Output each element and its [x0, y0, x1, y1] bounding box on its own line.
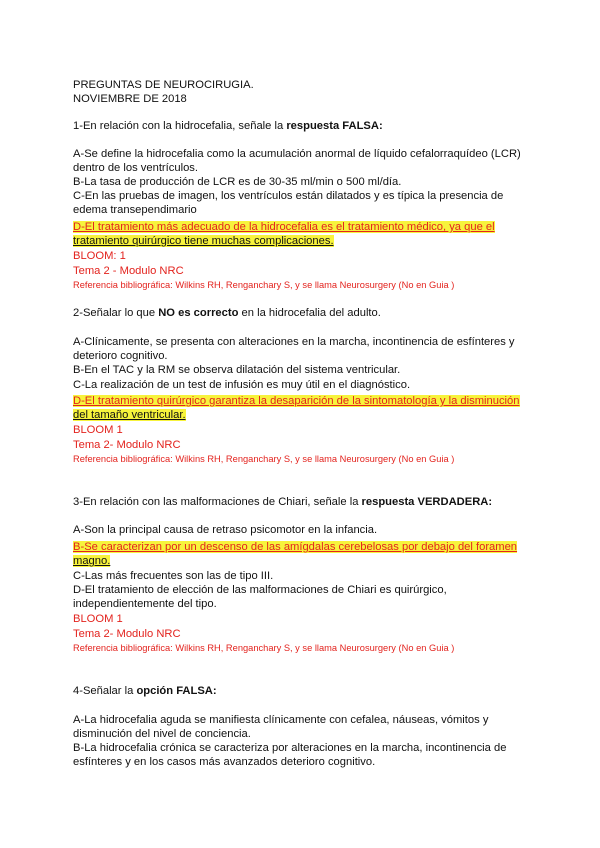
question-3-bloom: BLOOM 1	[73, 613, 123, 625]
question-1-answer-line-2: tratamiento quirúrgico tiene muchas complicaciones.	[73, 235, 334, 247]
question-1-option-b: B-La tasa de producción de LCR es de 30-35 ml/min o 500 ml/día.	[73, 176, 402, 188]
question-3-option-d: D-El tratamiento de elección de las malformaciones de Chiari es quirúrgico,	[73, 584, 447, 596]
question-3-answer-line-2: magno.	[73, 555, 111, 567]
question-1-answer-line-1: D-El tratamiento más adecuado de la hidrocefalia es el tratamiento médico, ya que el	[73, 221, 495, 233]
question-2-tema: Tema 2- Modulo NRC	[73, 439, 181, 451]
question-3-option-d-cont: independientemente del tipo.	[73, 598, 217, 610]
question-1-option-c: C-En las pruebas de imagen, los ventrículos están dilatados y es típica la presencia de	[73, 190, 504, 202]
question-2-option-b: B-En el TAC y la RM se observa dilatación del sistema ventricular.	[73, 364, 401, 376]
question-1-answer	[73, 220, 495, 234]
question-2-answer	[73, 394, 520, 408]
question-1-reference: Referencia bibliográfica: Wilkins RH, Renganchary S, y se llama Neurosurgery (No en Guia )	[73, 280, 455, 290]
question-3-reference: Referencia bibliográfica: Wilkins RH, Renganchary S, y se llama Neurosurgery (No en Guia )	[73, 643, 455, 653]
question-2-stem: 2-Señalar lo que NO es correcto en la hidrocefalia del adulto.	[73, 307, 381, 319]
question-4-option-b: B-La hidrocefalia crónica se caracteriza por alteraciones en la marcha, incontinencia de	[73, 742, 507, 754]
question-3-option-a: A-Son la principal causa de retraso psicomotor en la infancia.	[73, 524, 378, 536]
question-4-option-b-cont: esfínteres y en los casos más avanzados deterioro cognitivo.	[73, 756, 376, 768]
question-4-emphasis: opción FALSA:	[136, 685, 217, 697]
question-1-option-c-cont: edema transependimario	[73, 204, 197, 216]
question-1-emphasis: respuesta FALSA:	[286, 120, 383, 132]
question-3-option-c: C-Las más frecuentes son las de tipo III.	[73, 570, 274, 582]
question-2-option-a-cont: deterioro cognitivo.	[73, 350, 168, 362]
question-3-emphasis: respuesta VERDADERA:	[361, 496, 493, 508]
question-2-option-c: C-La realización de un test de infusión es muy útil en el diagnóstico.	[73, 379, 411, 391]
question-1-stem: 1-En relación con la hidrocefalia, señale la respuesta FALSA:	[73, 120, 383, 132]
question-2-option-a: A-Clínicamente, se presenta con alteraciones en la marcha, incontinencia de esfínteres y	[73, 336, 515, 348]
question-3-tema: Tema 2- Modulo NRC	[73, 628, 181, 640]
question-2-answer-line-2: del tamaño ventricular.	[73, 409, 186, 421]
question-1-answer-cont	[73, 234, 334, 248]
question-2-reference: Referencia bibliográfica: Wilkins RH, Renganchary S, y se llama Neurosurgery (No en Guia )	[73, 454, 455, 464]
question-2-answer-cont	[73, 408, 186, 422]
question-4-stem: 4-Señalar la opción FALSA:	[73, 685, 217, 697]
question-3-answer	[73, 540, 517, 554]
document-title: PREGUNTAS DE NEUROCIRUGIA.	[73, 79, 254, 91]
question-1-option-a-cont: dentro de los ventrículos.	[73, 162, 198, 174]
document-date: NOVIEMBRE DE 2018	[73, 93, 187, 105]
question-3-answer-cont	[73, 554, 110, 568]
question-1-option-a: A-Se define la hidrocefalia como la acumulación anormal de líquido cefalorraquídeo (LCR)	[73, 148, 521, 160]
question-2-bloom: BLOOM 1	[73, 424, 123, 436]
question-1-bloom: BLOOM: 1	[73, 250, 126, 262]
question-2-emphasis: NO es correcto	[158, 307, 239, 319]
question-1-tema: Tema 2 - Modulo NRC	[73, 265, 184, 277]
question-3-stem: 3-En relación con las malformaciones de Chiari, señale la respuesta VERDADERA:	[73, 496, 493, 508]
question-4-option-a: A-La hidrocefalia aguda se manifiesta clínicamente con cefalea, náuseas, vómitos y	[73, 714, 489, 726]
question-3-answer-line-1: B-Se caracterizan por un descenso de las amígdalas cerebelosas por debajo del foramen	[73, 541, 518, 553]
question-4-option-a-cont: disminución del nivel de conciencia.	[73, 728, 251, 740]
question-2-answer-line-1: D-El tratamiento quirúrgico garantiza la desaparición de la sintomatología y la disminución	[73, 395, 520, 407]
